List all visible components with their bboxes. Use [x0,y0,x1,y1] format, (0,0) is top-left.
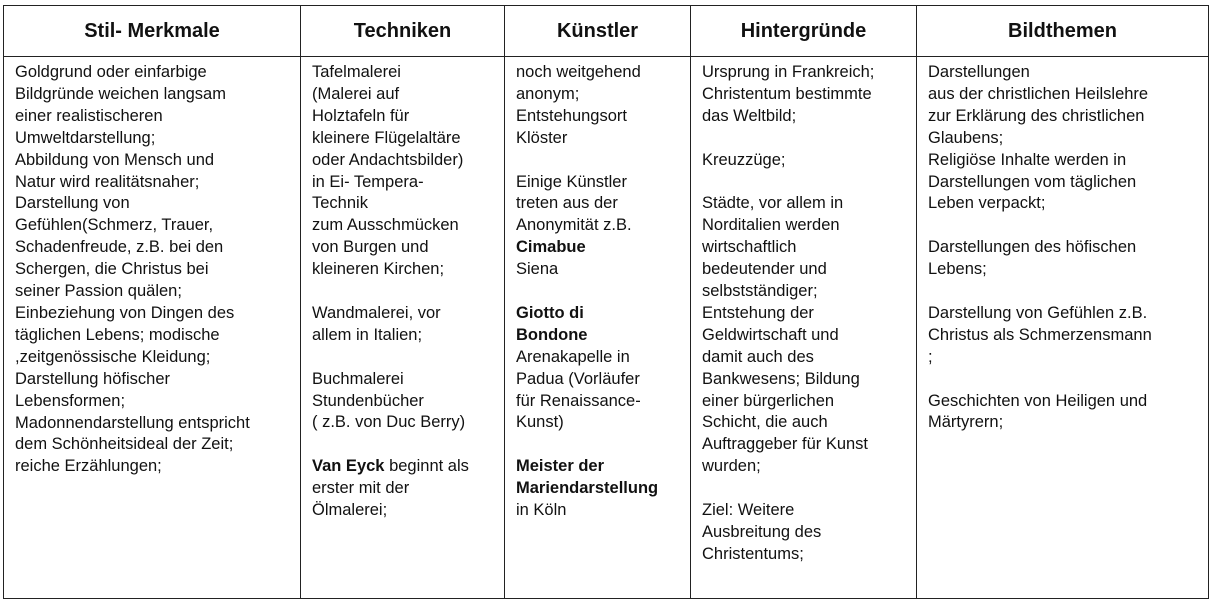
line-text: noch weitgehend [516,63,641,81]
line-text: treten aus der [516,194,618,213]
cell-line [516,215,682,237]
line-text: in Köln [516,501,567,520]
cell-line [15,325,292,347]
cell-line [15,413,292,435]
artist-name: Giotto di [516,303,584,322]
line-text: Schergen, die Christus bei [15,260,209,279]
cell-line [15,303,292,325]
gothic-art-table [3,5,1209,599]
line-text: Ursprung in Frankreich; [702,63,875,81]
cell-bildthemen [917,57,1209,599]
cell-line [312,150,496,172]
line-text: Technik [312,194,368,213]
cell-line [702,106,908,128]
cell-line [516,478,682,500]
cell-line [312,412,496,434]
line-text: einer bürgerlichen [702,391,835,410]
cell-line [312,193,496,215]
cell-hintergruende [691,57,917,599]
cell-line [928,106,1200,128]
line-text: Natur wird realitätsnaher; [15,172,200,191]
line-text: Ausbreitung des [702,522,822,541]
line-text: Schicht, die auch [702,413,828,432]
cell-line [516,281,682,303]
cell-line [516,237,682,259]
line-text: erster mit der [312,479,410,498]
line-text: Wandmalerei, vor [312,303,441,322]
cell-line [702,150,908,172]
line-text: Christentums; [702,544,804,563]
line-text: in Ei- Tempera- [312,172,424,191]
cell-line [702,303,908,325]
cell-line [312,62,496,84]
line-text: Schadenfreude, z.B. bei den [15,238,224,257]
artist-name: Bondone [516,325,588,344]
cell-line [928,84,1200,106]
line-text: aus der christlichen Heilslehre [928,84,1149,103]
header-hintergruende: Hintergründe [691,6,917,57]
line-text: Tafelmalerei [312,63,401,81]
line-text: Geldwirtschaft und [702,325,839,344]
line-text: Einige Künstler [516,172,627,191]
line-text: Lebens; [928,260,987,279]
line-text: Darstellung von Gefühlen z.B. [928,303,1148,322]
cell-line [15,281,292,303]
line-text: Auftraggeber für Kunst [702,435,869,454]
cell-line [15,62,292,84]
cell-line [702,456,908,478]
cell-line [702,478,908,500]
header-stil-merkmale: Stil- Merkmale [4,6,301,57]
line-text: für Renaissance- [516,391,641,410]
line-text: täglichen Lebens; modische [15,325,220,344]
line-text: reiche Erzählungen; [15,457,162,476]
cell-line [312,478,496,500]
line-text: Darstellungen [928,63,1030,81]
cell-line [516,391,682,413]
cell-line [516,62,682,84]
cell-line [312,237,496,259]
line-text: Leben verpackt; [928,194,1046,213]
line-text: ; [928,347,933,366]
cell-line [702,369,908,391]
line-text: Gefühlen(Schmerz, Trauer, [15,216,214,235]
cell-line [312,369,496,391]
line-text: Glaubens; [928,128,1004,147]
line-text: Märtyrern; [928,413,1004,432]
line-text: Goldgrund oder einfarbige [15,63,207,81]
line-text: Christentum bestimmte [702,84,872,103]
cell-line [15,456,292,478]
line-text: Siena [516,260,559,279]
line-text: Bankwesens; Bildung [702,369,860,388]
line-text: Umweltdarstellung; [15,128,156,147]
line-text: Lebensformen; [15,391,126,410]
header-techniken: Techniken [301,6,505,57]
line-text: allem in Italien; [312,325,423,344]
line-text: zum Ausschmücken [312,216,459,235]
cell-line [702,500,908,522]
line-text: ,zeitgenössische Kleidung; [15,347,211,366]
cell-line [312,391,496,413]
line-text: kleinere Flügelaltäre [312,128,461,147]
artist-name: Van Eyck [312,457,385,476]
line-text: Geschichten von Heiligen und [928,391,1148,410]
cell-line [702,172,908,194]
line-text: Städte, vor allem in [702,194,844,213]
cell-line [702,522,908,544]
line-text: seiner Passion quälen; [15,282,182,301]
line-text: Darstellung höfischer [15,369,170,388]
cell-line [312,456,496,478]
line-text: Stundenbücher [312,391,424,410]
line-text: einer realistischeren [15,106,163,125]
line-text: Religiöse Inhalte werden in [928,150,1127,169]
line-text: Klöster [516,128,568,147]
line-text: kleineren Kirchen; [312,260,445,279]
line-text: Padua (Vorläufer [516,369,640,388]
cell-line [312,281,496,303]
line-text: oder Andachtsbilder) [312,150,464,169]
cell-line [928,237,1200,259]
line-text: Christus als Schmerzensmann [928,325,1152,344]
cell-line [15,172,292,194]
cell-line [702,259,908,281]
cell-line [702,128,908,150]
line-text: Kunst) [516,413,564,432]
cell-line [15,150,292,172]
cell-line [516,434,682,456]
cell-line [928,62,1200,84]
artist-name: Mariendarstellung [516,479,659,498]
cell-line [702,325,908,347]
line-text: Arenakapelle in [516,347,630,366]
header-kuenstler: Künstler [505,6,691,57]
cell-line [312,84,496,106]
cell-line [702,412,908,434]
line-text: Ölmalerei; [312,501,388,520]
line-text: Darstellungen des höfischen [928,238,1137,257]
line-text: bedeutender und [702,260,827,279]
line-text: Anonymität z.B. [516,216,632,235]
cell-line [928,259,1200,281]
cell-line [516,150,682,172]
cell-line [516,128,682,150]
content-row [4,57,1209,599]
cell-line [15,84,292,106]
cell-line [928,325,1200,347]
cell-line [702,347,908,369]
cell-line [312,106,496,128]
line-text: Buchmalerei [312,369,404,388]
cell-line [702,193,908,215]
cell-line [15,369,292,391]
line-text: (Malerei auf [312,84,400,103]
cell-line [312,215,496,237]
cell-line [928,281,1200,303]
line-text: wurden; [702,457,761,476]
cell-line [312,128,496,150]
cell-line [15,347,292,369]
artist-name: Cimabue [516,238,586,257]
header-row [4,6,1209,57]
cell-line [516,259,682,281]
line-text: Bildgründe weichen langsam [15,84,226,103]
cell-line [516,172,682,194]
cell-line [928,347,1200,369]
line-text: anonym; [516,84,580,103]
line-text: Darstellungen vom täglichen [928,172,1137,191]
cell-line [928,150,1200,172]
cell-line [15,237,292,259]
cell-line [702,544,908,566]
cell-line [312,172,496,194]
cell-line [702,434,908,456]
cell-line [516,500,682,522]
cell-line [516,369,682,391]
cell-line [312,303,496,325]
cell-stil-merkmale [4,57,301,599]
line-text: damit auch des [702,347,814,366]
line-text: ( z.B. von Duc Berry) [312,413,466,432]
cell-line [928,215,1200,237]
cell-line [928,193,1200,215]
cell-line [702,62,908,84]
cell-line [516,106,682,128]
cell-techniken [301,57,505,599]
line-text: das Weltbild; [702,106,797,125]
line-text: von Burgen und [312,238,429,257]
cell-line [15,259,292,281]
cell-line [928,172,1200,194]
line-text: Kreuzzüge; [702,150,786,169]
cell-line [15,128,292,150]
cell-line [928,303,1200,325]
cell-line [516,84,682,106]
line-text: Entstehung der [702,303,814,322]
cell-line [702,391,908,413]
cell-line [516,412,682,434]
cell-line [702,237,908,259]
cell-line [312,434,496,456]
cell-line [312,500,496,522]
cell-line [312,347,496,369]
line-text: Entstehungsort [516,106,627,125]
line-text: Einbeziehung von Dingen des [15,303,235,322]
cell-line [702,215,908,237]
cell-line [702,281,908,303]
line-text: Darstellung von [15,194,130,213]
line-text: wirtschaftlich [702,238,797,257]
line-text: Abbildung von Mensch und [15,150,215,169]
cell-line [312,259,496,281]
cell-line [15,215,292,237]
line-text: Ziel: Weitere [702,501,795,520]
line-text: Norditalien werden [702,216,840,235]
cell-line [516,347,682,369]
cell-line [15,106,292,128]
cell-line [516,325,682,347]
cell-line [516,303,682,325]
cell-line [516,193,682,215]
line-text: dem Schönheitsideal der Zeit; [15,435,234,454]
artist-name: Meister der [516,457,605,476]
cell-line [928,128,1200,150]
cell-line [928,412,1200,434]
cell-line [928,369,1200,391]
line-text-rest: beginnt als [384,457,469,476]
line-text: selbstständiger; [702,282,818,301]
cell-line [516,456,682,478]
line-text: Holztafeln für [312,106,410,125]
cell-kuenstler [505,57,691,599]
cell-line [928,391,1200,413]
cell-line [15,391,292,413]
cell-line [702,84,908,106]
line-text: zur Erklärung des christlichen [928,106,1145,125]
cell-line [312,325,496,347]
header-bildthemen: Bildthemen [917,6,1209,57]
line-text: Madonnendarstellung entspricht [15,413,250,432]
cell-line [15,434,292,456]
cell-line [15,193,292,215]
